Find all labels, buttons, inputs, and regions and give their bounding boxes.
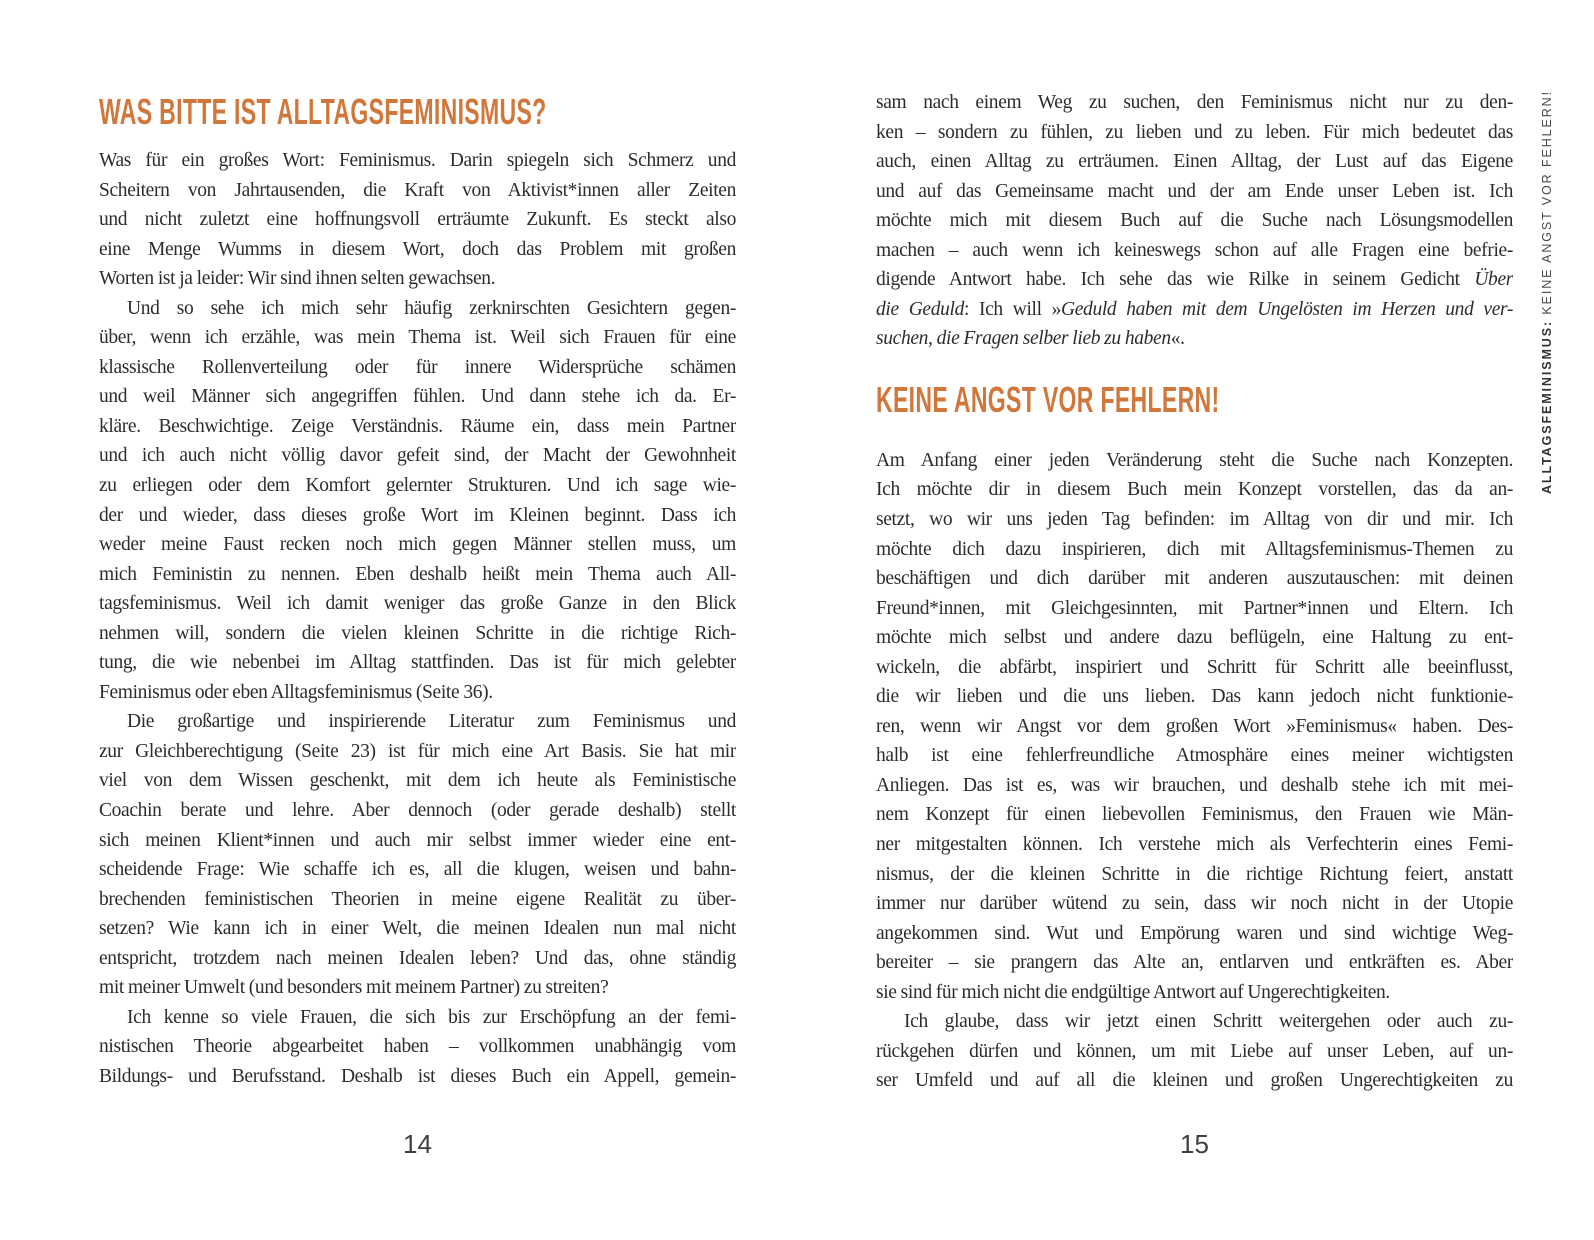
paragraph — [876, 446, 1513, 1007]
right-page-body — [876, 446, 1513, 1096]
text-line: sie sind für mich nicht die endgültige Antwort auf Ungerechtigkeiten. — [876, 981, 1390, 1003]
text-line: halb ist eine fehlerfreundliche Atmosphäre eines meiner wichtigsten — [876, 745, 1513, 767]
text-line: ser Umfeld und auf all die kleinen und großen Ungerechtigkeiten zu — [876, 1070, 1513, 1092]
page-number-right: 15 — [1180, 1129, 1209, 1159]
page-number-left: 14 — [403, 1129, 432, 1159]
text-line: Was für ein großes Wort: Feminismus. Darin spiegeln sich Schmerz und — [99, 150, 736, 171]
text-line: und nicht zuletzt eine hoffnungsvoll erträumte Zukunft. Es steckt also — [99, 209, 736, 231]
text-line: möchte dich dazu inspirieren, dich mit Alltagsfeminismus-Themen zu — [876, 538, 1513, 560]
text-line: sam nach einem Weg zu suchen, den Feminismus nicht nur zu den- — [876, 92, 1513, 113]
text-line: machen – auch wenn ich keineswegs schon auf alle Fragen eine befrie- — [876, 239, 1513, 261]
text-line: auch, einen Alltag zu erträumen. Einen Alltag, der Lust auf das Eigene — [876, 151, 1513, 173]
paragraph — [99, 146, 736, 294]
text-line: mit meiner Umwelt (und besonders mit meinem Partner) zu streiten? — [99, 977, 609, 999]
text-line: mich Feministin zu nennen. Eben deshalb heißt mein Thema auch All- — [99, 563, 736, 585]
text-line: nistischen Theorie abgearbeitet haben – vollkommen unabhängig vom — [99, 1036, 736, 1058]
text-line: und ich auch nicht völlig davor gefeit sind, der Macht der Gewohnheit — [99, 445, 736, 467]
text-line: Coachin berate und lehre. Aber dennoch (oder gerade deshalb) stellt — [99, 800, 736, 822]
text-line: wickeln, die abfärbt, inspiriert und Schritt für Schritt alle beeinflusst, — [876, 656, 1513, 678]
text-line: ren, wenn wir Angst vor dem großen Wort »Feminismus« haben. Des- — [876, 715, 1513, 737]
text-line: rückgehen dürfen und können, um mit Liebe auf unser Leben, auf un- — [876, 1040, 1513, 1062]
text-line: entspricht, trotzdem nach meinen Idealen leben? Und das, ohne ständig — [99, 947, 736, 969]
text-line: tagsfeminismus. Weil ich damit weniger das große Ganze in den Blick — [99, 593, 736, 615]
text-line: bereiter – sie prangern das Alte an, entlarven und entkräften es. Aber — [876, 952, 1513, 974]
text-line: beschäftigen und dich darüber mit anderen auszutauschen: mit deinen — [876, 568, 1513, 590]
text-line: zu erliegen oder dem Komfort gelernter Strukturen. Und ich sage wie- — [99, 475, 736, 497]
text-line: ner mitgestalten können. Ich verstehe mich als Verfechterin eines Femi- — [876, 834, 1513, 856]
text-line: viel von dem Wissen geschenkt, mit dem ich heute als Feministische — [99, 770, 736, 792]
text-line: digende Antwort habe. Ich sehe das wie Rilke in seinem Gedicht Über — [876, 269, 1513, 291]
page-left — [99, 92, 736, 1092]
page-right — [876, 88, 1513, 1096]
right-page-continuation — [876, 88, 1513, 354]
text-line: immer nur darüber wütend zu sein, dass wir noch nicht in der Utopie — [876, 893, 1513, 915]
text-line: möchte mich selbst und andere dazu beflügeln, eine Haltung zu ent- — [876, 627, 1513, 649]
left-page-body — [99, 146, 736, 1092]
section-heading-keine-angst-vor-fehlern: KEINE ANGST VOR FEHLERN! — [876, 378, 1220, 420]
text-line: Scheitern von Jahrtausenden, die Kraft von Aktivist*innen aller Zeiten — [99, 179, 736, 201]
paragraph — [99, 707, 736, 1002]
text-line: Ich glaube, dass wir jetzt einen Schritt weitergehen oder auch zu- — [904, 1011, 1513, 1033]
text-line: weder meine Faust recken noch mich gegen Männer stellen muss, um — [99, 534, 736, 556]
text-line: Die großartige und inspirierende Literatur zum Feminismus und — [127, 711, 736, 733]
running-margin-title — [1540, 42, 1566, 494]
text-line: kläre. Beschwichtige. Zeige Verständnis. Räume ein, dass mein Partner — [99, 415, 736, 437]
text-line: zur Gleichberechtigung (Seite 23) ist für mich eine Art Basis. Sie hat mir — [99, 740, 736, 762]
text-line: klassische Rollenverteilung oder für innere Widersprüche schämen — [99, 356, 736, 378]
text-line: nem Konzept für einen liebevollen Feminismus, den Frauen wie Män- — [876, 804, 1513, 826]
text-line: Ich kenne so viele Frauen, die sich bis zur Erschöpfung an der femi- — [127, 1006, 736, 1028]
text-line: nismus, der die kleinen Schritte in die richtige Richtung feiert, anstatt — [876, 863, 1513, 885]
margin-title-book-part: ALLTAGSFEMINISMUS: — [1540, 319, 1554, 494]
text-line: Am Anfang einer jeden Veränderung steht die Suche nach Konzepten. — [876, 449, 1513, 471]
text-line: der und wieder, dass dieses große Wort im Kleinen beginnt. Dass ich — [99, 504, 736, 526]
text-line: und auf das Gemeinsame macht und der am Ende unser Leben ist. Ich — [876, 180, 1513, 202]
text-line: eine Menge Wumms in diesem Wort, doch das Problem mit großen — [99, 238, 736, 260]
text-line: Bildungs- und Berufsstand. Deshalb ist dieses Buch ein Appell, gemein- — [99, 1065, 736, 1087]
text-line: über, wenn ich erzähle, was mein Thema ist. Weil sich Frauen für eine — [99, 327, 736, 349]
paragraph — [876, 1007, 1513, 1096]
text-line: Worten ist ja leider: Wir sind ihnen selten gewachsen. — [99, 268, 496, 290]
text-line: Anliegen. Das ist es, was wir brauchen, und deshalb stehe ich mit mei- — [876, 774, 1513, 796]
text-line: nehmen will, sondern die vielen kleinen Schritte in die richtige Rich- — [99, 622, 736, 644]
text-line: scheidende Frage: Wie schaffe ich es, all die klugen, weisen und bahn- — [99, 859, 736, 881]
text-line: möchte mich mit diesem Buch auf die Suche nach Lösungsmodellen — [876, 210, 1513, 232]
text-line: tung, die wie nebenbei im Alltag stattfinden. Das ist für mich gelebter — [99, 652, 736, 674]
text-line: Ich möchte dir in diesem Buch mein Konzept vorstellen, das da an- — [876, 479, 1513, 501]
text-line: suchen, die Fragen selber lieb zu haben«. — [876, 328, 1185, 350]
text-line: setzt, wo wir uns jeden Tag befinden: im Alltag von dir und mir. Ich — [876, 509, 1513, 531]
text-line: sich meinen Klient*innen und auch mir selbst immer wieder eine ent- — [99, 829, 736, 851]
section-heading-was-bitte-ist-alltagsfeminismus: WAS BITTE IST ALLTAGSFEMINISMUS? — [99, 91, 547, 132]
text-line: angekommen sind. Wut und Empörung waren und sind wichtige Weg- — [876, 922, 1513, 944]
text-line: ken – sondern zu fühlen, zu lieben und zu leben. Für mich bedeutet das — [876, 121, 1513, 143]
paragraph — [99, 294, 736, 708]
paragraph — [876, 88, 1513, 354]
text-line: die wir lieben und die uns lieben. Das kann jedoch nicht funktionie- — [876, 686, 1513, 708]
text-line: Freund*innen, mit Gleichgesinnten, mit Partner*innen und Eltern. Ich — [876, 597, 1513, 619]
text-line: und weil Männer sich angegriffen fühlen. Und dann stehe ich da. Er- — [99, 386, 736, 408]
text-line: Und so sehe ich mich sehr häufig zerknirschten Gesichtern gegen- — [127, 297, 736, 319]
text-line: die Geduld: Ich will »Geduld haben mit dem Ungelösten im Herzen und ver- — [876, 298, 1513, 320]
text-line: brechenden feministischen Theorien in meine eigene Realität zu über- — [99, 888, 736, 910]
paragraph — [99, 1003, 736, 1092]
margin-title-chapter-part: KEINE ANGST VOR FEHLERN! — [1540, 90, 1554, 315]
text-line: setzen? Wie kann ich in einer Welt, die meinen Idealen nun mal nicht — [99, 918, 736, 940]
text-line: Feminismus oder eben Alltagsfeminismus (Seite 36). — [99, 681, 493, 703]
